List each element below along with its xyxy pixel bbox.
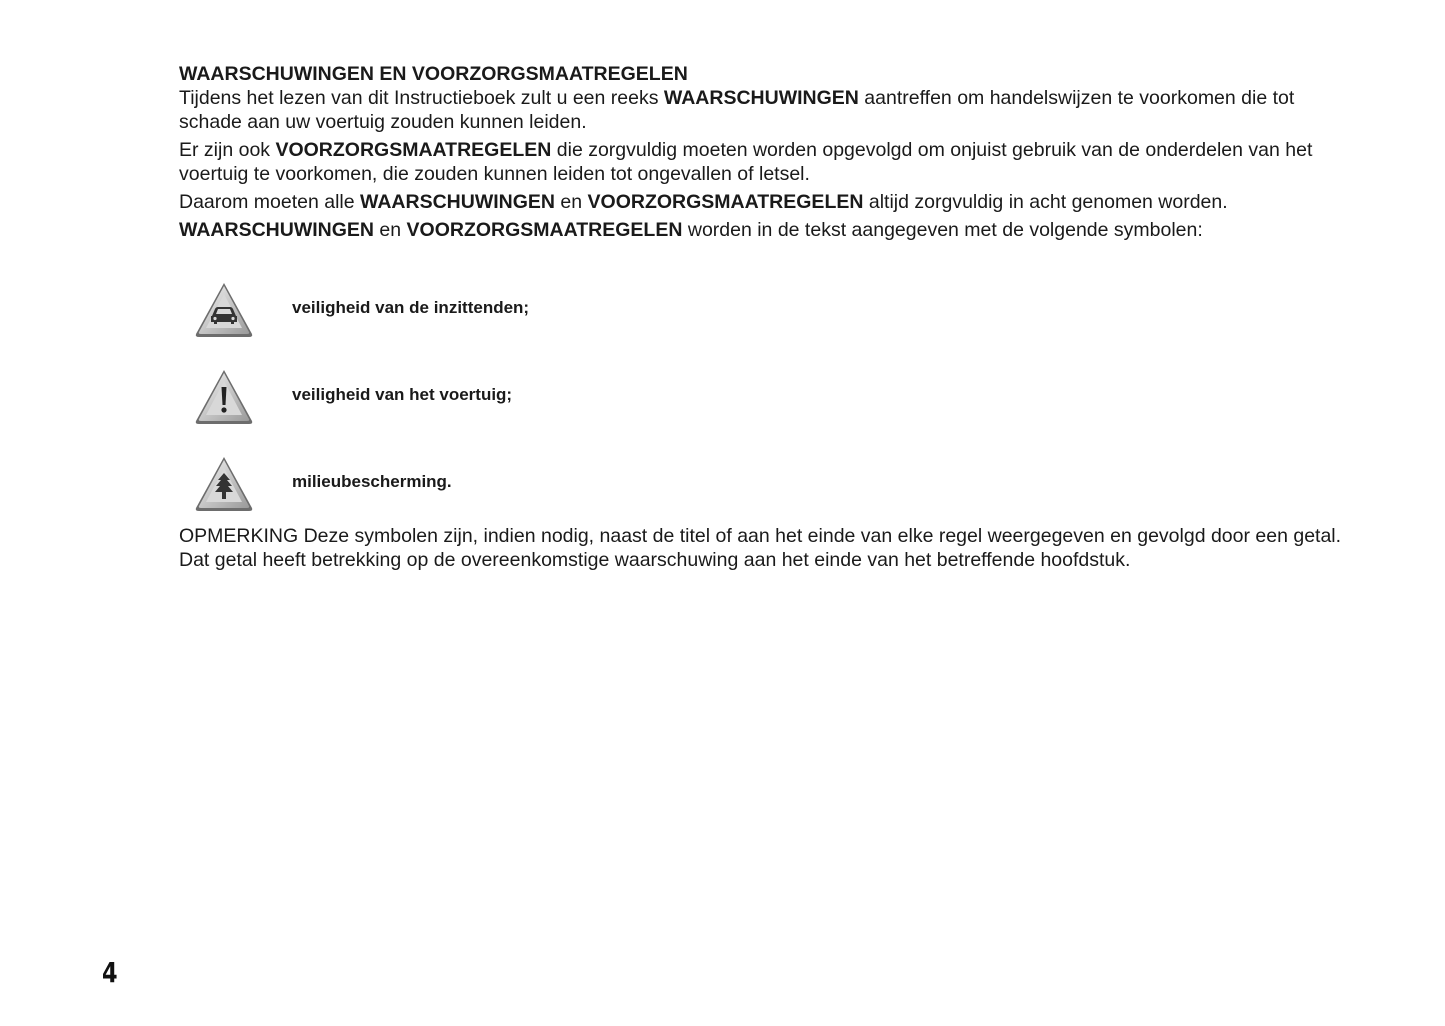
bold-term: WAARSCHUWINGEN xyxy=(360,191,556,213)
bold-term: WAARSCHUWINGEN xyxy=(179,219,374,241)
symbol-label: veiligheid van de inzittenden; xyxy=(292,298,530,317)
text: Tijdens het lezen van dit Instructieboek zult u een reeks xyxy=(179,87,664,109)
text: Daarom moeten alle xyxy=(179,191,361,213)
paragraph-observe xyxy=(179,190,1359,214)
car-warning-icon xyxy=(193,280,255,340)
symbol-label: milieubescherming. xyxy=(292,472,452,491)
symbol-row-vehicle xyxy=(179,367,1359,454)
symbol-row-environment xyxy=(179,454,1359,541)
text: worden in de tekst aangegeven met de volgende symbolen: xyxy=(682,219,1203,241)
exclamation-warning-icon xyxy=(193,367,255,427)
text: aantreffen om handelswijzen te voorkomen die tot schade aan uw voertuig zouden kunnen leiden. xyxy=(179,87,1295,133)
paragraph-warnings xyxy=(179,86,1359,134)
text: altijd zorgvuldig in acht genomen worden. xyxy=(863,191,1228,213)
bold-term: VOORZORGSMAATREGELEN xyxy=(275,139,552,161)
symbol-row-occupants xyxy=(179,280,1359,367)
paragraph-precautions xyxy=(179,138,1359,186)
bold-term: VOORZORGSMAATREGELEN xyxy=(406,219,683,241)
symbol-label: veiligheid van het voertuig; xyxy=(292,385,513,404)
text: die zorgvuldig moeten worden opgevolgd om onjuist gebruik van de onderdelen van het voertuig te voorkomen, die zouden kunnen leiden tot ongevallen of letsel. xyxy=(179,139,1313,185)
bold-term: WAARSCHUWINGEN xyxy=(663,87,859,109)
page-number: 4 xyxy=(102,956,118,989)
document-page xyxy=(179,62,1359,572)
text: en xyxy=(374,219,407,241)
paragraph-symbols-intro xyxy=(179,218,1359,242)
section-heading: WAARSCHUWINGEN EN VOORZORGSMAATREGELEN xyxy=(179,63,688,85)
tree-warning-icon xyxy=(193,454,255,514)
symbol-list xyxy=(179,280,1359,541)
text: en xyxy=(555,191,588,213)
text: Er zijn ook xyxy=(179,139,276,161)
note-paragraph: OPMERKING Deze symbolen zijn, indien nodig, naast de titel of aan het einde van elke regel weergegeven en gevolgd door een getal. Dat getal heeft betrekking op de overeenkomstige waarschuwing aan het einde van het betreffende hoofdstuk. xyxy=(179,525,1342,571)
bold-term: VOORZORGSMAATREGELEN xyxy=(587,191,864,213)
